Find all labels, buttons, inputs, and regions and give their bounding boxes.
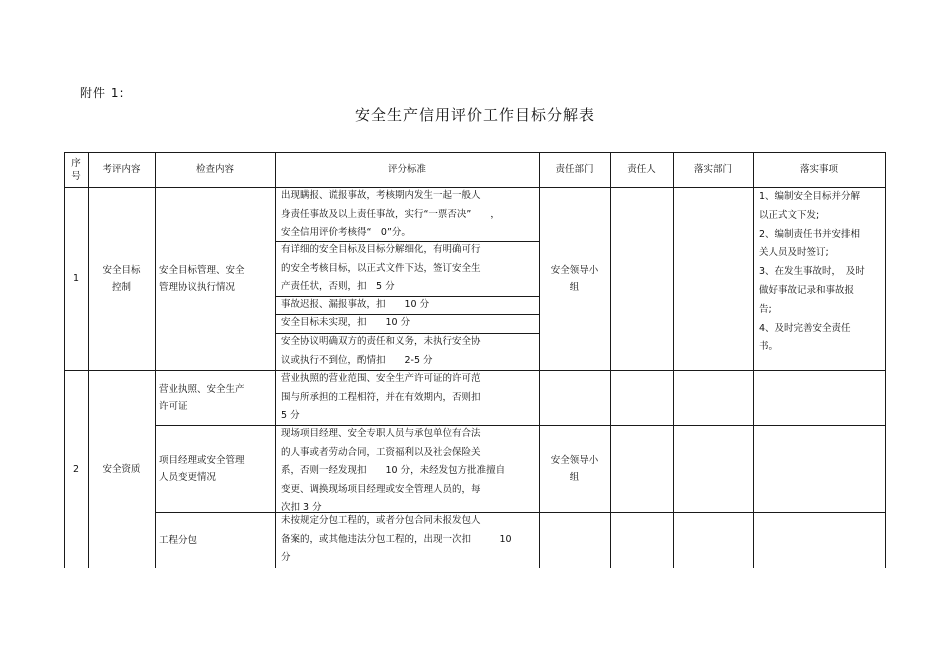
impl-item: 3、在发生事故时， 及时 做好事故记录和事故报 告; [759, 266, 865, 315]
target-breakdown-table [64, 152, 886, 568]
impl-item: 1、编制安全目标并分解 以正式文下发; [759, 191, 861, 221]
row1-criteria-1: 出现瞒报、谎报事故，考核期内发生一起一般人 身责任事故及以上责任事故，实行“一票否决” ， 安全信用评价考核得“ 0”分。 [281, 190, 500, 238]
row1-criteria-2: 有详细的安全目标及目标分解细化，有明确可行 的安全考核目标，以正式文件下达，签订安全生 产责任状，否则，扣 5 分 [281, 244, 481, 292]
row1-criteria-4: 安全目标未实现，扣 10 分 [281, 317, 411, 328]
header-impl-dept: 落实部门 [693, 164, 732, 175]
header-category: 考评内容 [102, 164, 141, 175]
row1-criteria-5: 安全协议明确双方的责任和义务，未执行安全协 议或执行不到位，酌情扣 2-5 分 [281, 336, 481, 366]
header-person: 责任人 [627, 164, 656, 175]
row2-criteria-1: 营业执照的营业范围、安全生产许可证的许可范 围与所承担的工程相符，并在有效期内，否则扣 5 分 [281, 373, 481, 421]
row2-check-2: 项目经理或安全管理 人员变更情况 [159, 454, 245, 483]
row1-check: 安全目标管理、安全 管理协议执行情况 [159, 264, 245, 293]
grid-line [610, 152, 611, 568]
row2-check-1: 营业执照、安全生产 许可证 [159, 383, 245, 412]
row1-seq: 1 [72, 273, 80, 284]
header-check: 检查内容 [195, 164, 234, 175]
row2-criteria-3: 未按规定分包工程的，或者分包合同未报发包人 备案的，或其他违法分包工程的，出现一次扣 10 分 [281, 515, 512, 563]
row1-impl-items [753, 187, 885, 370]
row1-dept: 安全领导小 组 [550, 264, 599, 293]
header-criteria: 评分标准 [387, 164, 426, 175]
row1-criteria-3: 事故迟报、漏报事故，扣 10 分 [281, 299, 430, 310]
row1-category: 安全目标 控制 [102, 264, 141, 293]
page-title: 安全生产信用评价工作目标分解表 [354, 106, 595, 124]
impl-item: 4、及时完善安全责任 书。 [759, 322, 851, 353]
row2-category: 安全资质 [102, 463, 141, 475]
header-impl-items: 落实事项 [799, 164, 838, 175]
header-dept: 责任部门 [555, 164, 594, 175]
header-seq: 序 号 [71, 157, 81, 182]
impl-item: 2、编制责任书并安排相 关人员及时签订; [759, 228, 861, 259]
row2-seq: 2 [72, 463, 80, 475]
row2-dept: 安全领导小 组 [550, 455, 599, 483]
attachment-label: 附件 1: [80, 86, 125, 100]
row2-criteria-2: 现场项目经理、安全专职人员与承包单位有合法 的人事或者劳动合同，工资福利以及社会保险关 系，否则一经发现扣 10 分，未经发包方批准擅自 变更、调换现场项目经理或安全管理人员的，每 次扣 3 分 [281, 428, 506, 512]
grid-line [885, 152, 886, 568]
grid-line [673, 152, 674, 568]
row2-check-3: 工程分包 [159, 534, 198, 546]
